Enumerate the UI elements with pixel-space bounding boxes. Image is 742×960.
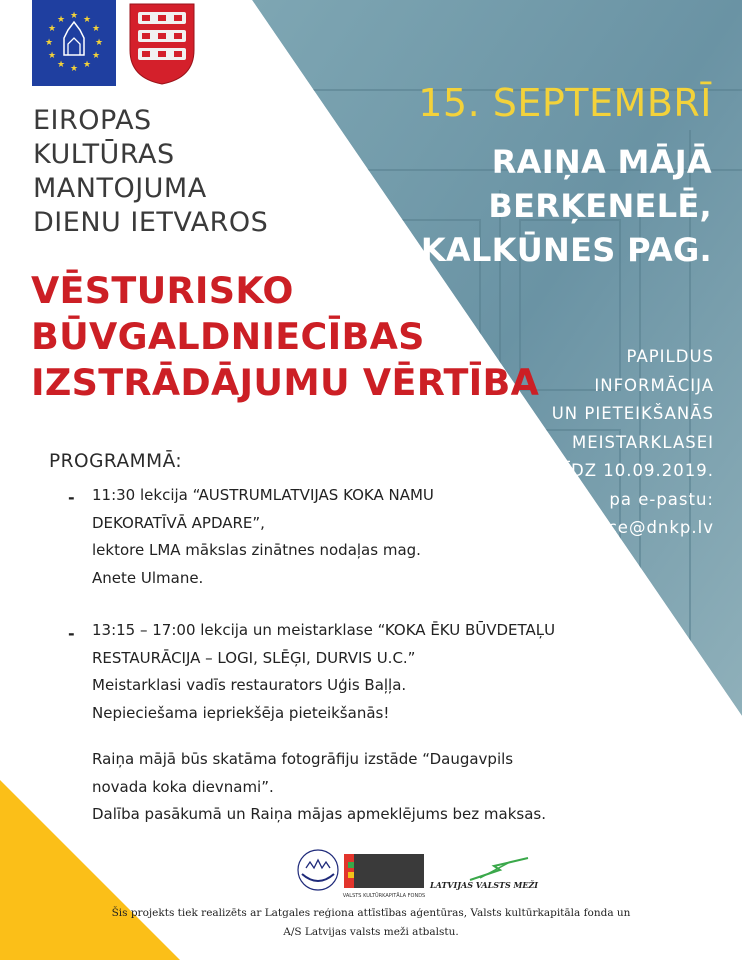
- bullet-marker: -: [68, 488, 75, 507]
- footer-support-note: [0, 904, 742, 942]
- svg-text:★: ★: [94, 38, 104, 48]
- info-line: LĪDZ 10.09.2019.: [554, 461, 714, 480]
- info-line: UN PIETEIKŠANĀS: [551, 404, 714, 423]
- info-line: INFORMĀCIJA: [594, 375, 714, 395]
- note-line: Dalība pasākumā un Raiņa mājas apmeklējums bez maksas.: [92, 805, 547, 823]
- heritage-line: DIENU IETVAROS: [33, 207, 269, 238]
- svg-text:★: ★: [47, 51, 57, 61]
- location-line: RAIŅA MĀJĀ: [491, 143, 712, 181]
- footer-line: A/S Latvijas valsts meži atbalstu.: [283, 926, 459, 938]
- program-line: Meistarklasi vadīs restaurators Uģis Baļļa.: [92, 676, 407, 694]
- vkkf-text: VALSTS KULTŪRKAPITĀLA FONDS: [342, 893, 426, 899]
- info-line: MEISTARKLASEI: [572, 432, 714, 452]
- program-item-masterclass: [92, 617, 555, 727]
- program-heading: PROGRAMMĀ:: [49, 451, 183, 472]
- location-line: BERĶENELĒ,: [488, 187, 712, 225]
- svg-text:★: ★: [56, 60, 66, 70]
- svg-text:★: ★: [69, 64, 79, 74]
- lvm-logo: [429, 858, 538, 890]
- vkkf-logo: [343, 854, 425, 899]
- sponsor-logos: [0, 848, 742, 908]
- event-location: [421, 140, 712, 272]
- svg-text:★: ★: [47, 24, 57, 34]
- info-line: pa e-pastu:: [609, 489, 714, 509]
- note-line: novada koka dievnami”.: [92, 777, 274, 796]
- program-item-lecture: [92, 482, 434, 592]
- svg-text:★: ★: [56, 15, 66, 25]
- heritage-line: MANTOJUMA: [33, 173, 207, 204]
- heritage-days-heading: [33, 104, 268, 240]
- program-notes: [92, 746, 546, 829]
- svg-text:★: ★: [82, 60, 92, 70]
- event-date: 15. SEPTEMBRĪ: [418, 81, 712, 125]
- title-line: IZSTRĀDĀJUMU VĒRTĪBA: [31, 361, 540, 404]
- svg-text:★: ★: [91, 24, 101, 34]
- contact-email[interactable]: aiva.lace@dnkp.lv: [546, 518, 714, 537]
- latgale-agency-logo: [298, 850, 338, 890]
- event-title: [31, 268, 539, 406]
- footer-line: Šis projekts tiek realizēts ar Latgales reģiona attīstības aģentūras, Valsts kultūrkapitāla fonda un: [111, 907, 631, 919]
- svg-text:★: ★: [69, 11, 79, 21]
- title-line: BŪVGALDNIECĪBAS: [31, 315, 425, 358]
- program-line: Nepieciešama iepriekšēja pieteikšanās!: [92, 703, 390, 722]
- heritage-line: KULTŪRAS: [33, 139, 175, 170]
- svg-text:★: ★: [91, 51, 101, 61]
- note-line: Raiņa mājā būs skatāma fotogrāfiju izstāde “Daugavpils: [92, 750, 514, 768]
- svg-text:★: ★: [82, 15, 92, 25]
- svg-text:★: ★: [44, 38, 54, 48]
- registration-info: [546, 343, 714, 543]
- info-line: PAPILDUS: [626, 347, 714, 366]
- coat-of-arms-logo: [128, 2, 196, 86]
- program-line: DEKORATĪVĀ APDARE”,: [92, 513, 265, 532]
- title-line: VĒSTURISKO: [31, 269, 294, 312]
- program-line: 13:15 – 17:00 lekcija un meistarklase “KOKA ĒKU BŪVDETAĻU: [92, 621, 556, 639]
- bullet-marker: -: [68, 624, 75, 643]
- program-line: Anete Ulmane.: [92, 568, 204, 587]
- location-line: KALKŪNES PAG.: [420, 231, 712, 269]
- program-line: 11:30 lekcija “AUSTRUMLATVIJAS KOKA NAMU: [92, 486, 434, 504]
- eu-flag-logo: [32, 0, 116, 86]
- heritage-line: EIROPAS: [33, 105, 152, 136]
- program-line: lektore LMA mākslas zinātnes nodaļas mag.: [92, 541, 421, 559]
- program-line: RESTAURĀCIJA – LOGI, SLĒĢI, DURVIS U.C.”: [92, 648, 416, 667]
- lvm-text: LATVIJAS VALSTS MEŽI: [429, 880, 539, 890]
